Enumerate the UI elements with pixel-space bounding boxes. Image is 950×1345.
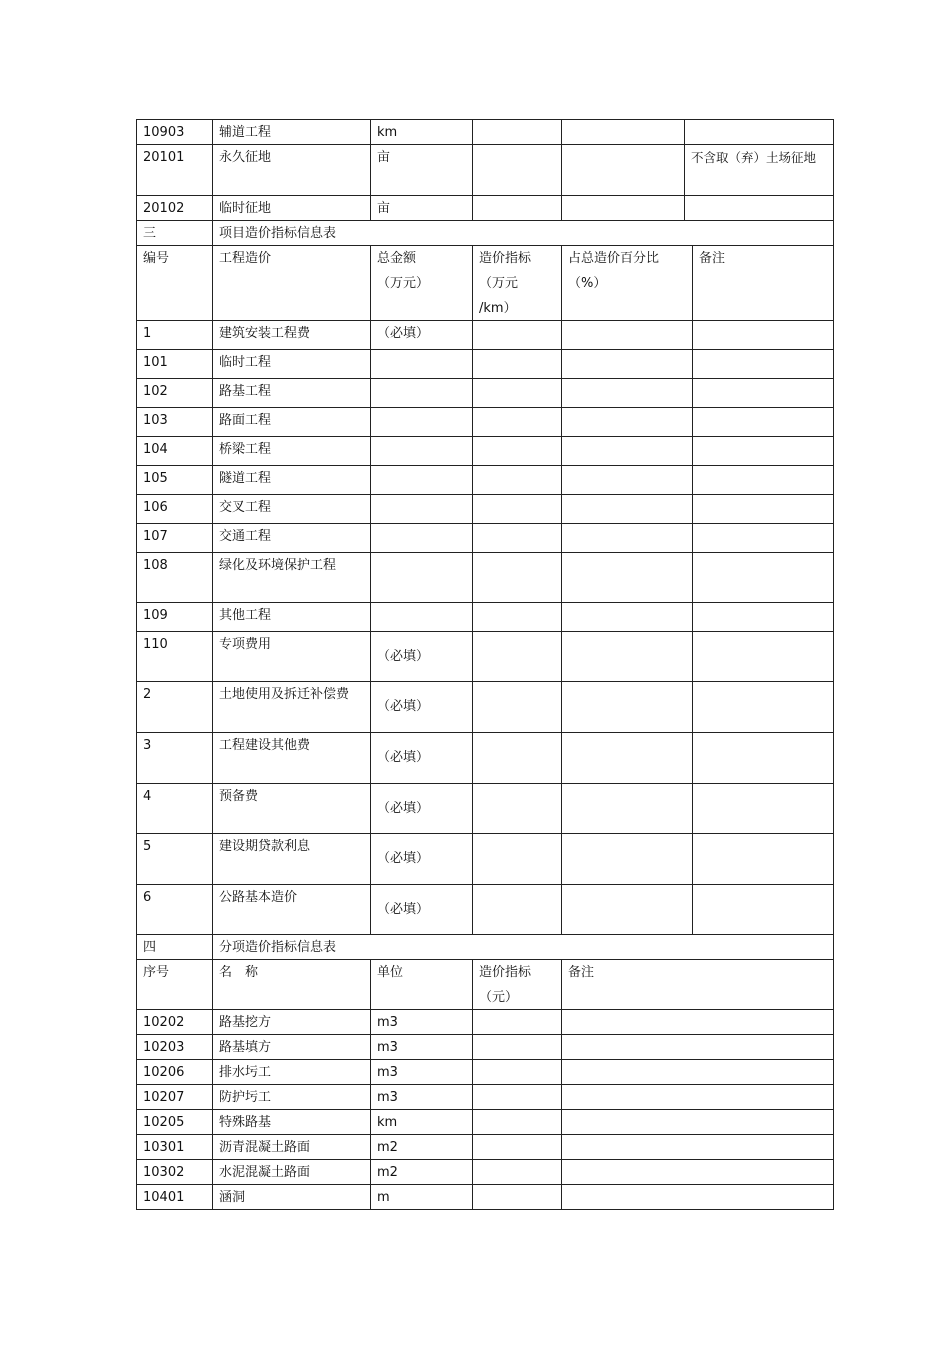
- table-row: [136, 195, 833, 221]
- cell-index: [472, 1084, 562, 1110]
- cell-index: [472, 349, 562, 379]
- cell-name-text: 临时征地: [219, 201, 272, 216]
- cell-code: [136, 349, 213, 379]
- cell-code: [136, 523, 213, 553]
- cell-name-text: 涵洞: [219, 1190, 246, 1205]
- table-header-row: [136, 245, 833, 321]
- section-number-text: 四: [143, 940, 157, 955]
- cell-code-text: 109: [143, 608, 168, 623]
- cell-code: [136, 320, 213, 350]
- section-title-row: [136, 934, 833, 960]
- cell-total: [370, 884, 473, 935]
- cell-code-text: 10205: [143, 1115, 185, 1130]
- cell-unit: [370, 195, 473, 221]
- cell-unit: [370, 1059, 473, 1085]
- cell-name: [212, 119, 371, 145]
- cell-code: [136, 1034, 213, 1060]
- cell-code-text: 6: [143, 890, 152, 905]
- cell-name-text: 其他工程: [219, 608, 272, 623]
- section-title-row: [136, 220, 833, 246]
- header-index: [472, 245, 562, 321]
- cell-code-text: 110: [143, 637, 168, 652]
- cell-name: [212, 1034, 371, 1060]
- cell-name: [212, 494, 371, 524]
- cell-index: [472, 436, 562, 466]
- section-3-title-row: [136, 220, 833, 246]
- cell-index: [472, 465, 562, 495]
- cell-unit: [370, 119, 473, 145]
- cell-unit-text: km: [377, 125, 398, 140]
- cell-total-text: （必填）: [377, 800, 430, 816]
- cell-index: [472, 1059, 562, 1085]
- section-number-text: 三: [143, 226, 157, 241]
- cell-name: [212, 1109, 371, 1135]
- cell-percent: [561, 552, 693, 603]
- cell-total: [370, 602, 473, 632]
- cell-total: [370, 349, 473, 379]
- cell-code-text: 10207: [143, 1090, 185, 1105]
- cell-code: [136, 552, 213, 603]
- table-row: [136, 552, 833, 603]
- cell-note: [692, 349, 834, 379]
- cell-name-text: 水泥混凝土路面: [219, 1165, 311, 1180]
- header-percent: [561, 245, 693, 321]
- cell-name: [212, 783, 371, 834]
- cell-total-text: （必填）: [377, 851, 430, 866]
- cell-index: [472, 523, 562, 553]
- cell-total-text: （必填）: [377, 699, 430, 714]
- cell-unit: [370, 1159, 473, 1185]
- cell-code: [136, 465, 213, 495]
- header-total-text: 总金额 （万元）: [377, 251, 430, 291]
- cell-name-text: 专项费用: [219, 637, 272, 652]
- cell-unit-text: m3: [377, 1065, 398, 1080]
- cell-note-text: 不含取（弃）土场征地: [691, 150, 817, 165]
- cell-name-text: 沥青混凝土路面: [219, 1140, 311, 1155]
- cell-unit: [370, 1109, 473, 1135]
- cell-name-text: 路基填方: [219, 1040, 272, 1055]
- cell-name: [212, 681, 371, 733]
- cell-total: [370, 523, 473, 553]
- header-percent-text: 占总造价百分比 （%）: [568, 251, 660, 291]
- cell-name: [212, 465, 371, 495]
- cell-name-text: 交叉工程: [219, 500, 272, 515]
- cell-unit-text: m3: [377, 1090, 398, 1105]
- cell-unit-text: 亩: [377, 150, 391, 165]
- cell-code-text: 102: [143, 384, 168, 399]
- section-number: [136, 220, 213, 246]
- cell-index: [472, 407, 562, 437]
- header-unit-text: 单位: [377, 965, 404, 980]
- cell-name: [212, 144, 371, 196]
- cell-c4: [472, 144, 562, 196]
- cell-c5: [561, 144, 685, 196]
- cell-code-text: 10206: [143, 1065, 185, 1080]
- cell-c4: [472, 119, 562, 145]
- cell-code-text: 3: [143, 738, 152, 753]
- section-title-text: 分项造价指标信息表: [219, 940, 337, 955]
- cell-code: [136, 144, 213, 196]
- cell-total-text: （必填）: [377, 326, 430, 341]
- table-row: [136, 732, 833, 784]
- cell-percent: [561, 631, 693, 682]
- cell-name-text: 隧道工程: [219, 471, 272, 486]
- cell-name: [212, 1159, 371, 1185]
- cell-code-text: 101: [143, 355, 168, 370]
- cell-code: [136, 833, 213, 885]
- cell-index: [472, 602, 562, 632]
- cell-code: [136, 783, 213, 834]
- cell-unit-text: m3: [377, 1015, 398, 1030]
- cell-c4: [472, 195, 562, 221]
- cell-name-text: 公路基本造价: [219, 890, 298, 905]
- cell-percent: [561, 884, 693, 935]
- section-title: [212, 934, 834, 960]
- cell-note: [692, 884, 834, 935]
- table-row: [136, 494, 833, 524]
- cell-name-text: 辅道工程: [219, 125, 272, 140]
- cell-code-text: 20102: [143, 201, 185, 216]
- cell-percent: [561, 407, 693, 437]
- header-unit: [370, 959, 473, 1010]
- cell-name: [212, 378, 371, 408]
- cell-code: [136, 1059, 213, 1085]
- cell-note: [692, 378, 834, 408]
- cell-percent: [561, 732, 693, 784]
- cell-note: [561, 1034, 834, 1060]
- cell-unit: [370, 1009, 473, 1035]
- cell-unit-text: m2: [377, 1140, 398, 1155]
- cell-total-text: （必填）: [377, 901, 430, 917]
- table-row: [136, 1009, 833, 1035]
- cell-note: [561, 1009, 834, 1035]
- header-name-text: 名 称: [219, 965, 259, 980]
- table-row: [136, 1109, 833, 1135]
- cell-note: [692, 833, 834, 885]
- cell-code-text: 10202: [143, 1015, 185, 1030]
- cell-note: [684, 119, 834, 145]
- cell-total: [370, 465, 473, 495]
- cell-index: [472, 378, 562, 408]
- cell-name-text: 绿化及环境保护工程: [219, 558, 337, 573]
- cell-name-text: 路面工程: [219, 413, 272, 428]
- table-row: [136, 1084, 833, 1110]
- table-row: [136, 523, 833, 553]
- cell-name: [212, 195, 371, 221]
- cell-code: [136, 1109, 213, 1135]
- cell-code: [136, 631, 213, 682]
- table-row: [136, 436, 833, 466]
- cell-index: [472, 631, 562, 682]
- cell-name: [212, 523, 371, 553]
- header-code-text: 编号: [143, 251, 170, 266]
- cell-total: [370, 407, 473, 437]
- cell-name-text: 路基工程: [219, 384, 272, 399]
- header-name-text: 工程造价: [219, 251, 272, 266]
- cell-name: [212, 833, 371, 885]
- cell-note: [692, 320, 834, 350]
- cell-index: [472, 884, 562, 935]
- cell-name-text: 防护圬工: [219, 1090, 272, 1105]
- header-total: [370, 245, 473, 321]
- cell-name-text: 土地使用及拆迁补偿费: [219, 687, 350, 702]
- header-note-text: 备注: [568, 965, 595, 980]
- cell-note: [692, 465, 834, 495]
- cell-note: [561, 1134, 834, 1160]
- cell-code: [136, 1084, 213, 1110]
- cell-code: [136, 732, 213, 784]
- section-title-text: 项目造价指标信息表: [219, 226, 337, 241]
- cell-code-text: 2: [143, 687, 152, 702]
- cell-code: [136, 1159, 213, 1185]
- table-row: [136, 884, 833, 935]
- cell-code-text: 107: [143, 529, 168, 544]
- cell-code-text: 108: [143, 558, 168, 573]
- cell-note: [692, 732, 834, 784]
- cell-note: [692, 436, 834, 466]
- cell-name-text: 建筑安装工程费: [219, 326, 311, 341]
- table-row: [136, 1159, 833, 1185]
- table-row: [136, 1134, 833, 1160]
- cell-index: [472, 833, 562, 885]
- cell-code-text: 10203: [143, 1040, 185, 1055]
- cell-code-text: 10301: [143, 1140, 185, 1155]
- header-name: [212, 959, 371, 1010]
- cell-total: [370, 494, 473, 524]
- cell-name-text: 桥梁工程: [219, 442, 272, 457]
- cell-code: [136, 195, 213, 221]
- cell-note: [561, 1159, 834, 1185]
- cell-code: [136, 1134, 213, 1160]
- cell-unit-text: 亩: [377, 201, 391, 216]
- table-row: [136, 144, 833, 196]
- table-row: [136, 378, 833, 408]
- cell-unit: [370, 1134, 473, 1160]
- cell-index: [472, 681, 562, 733]
- table-row: [136, 465, 833, 495]
- cell-name: [212, 732, 371, 784]
- cell-index: [472, 732, 562, 784]
- cell-note: [684, 195, 834, 221]
- cell-name: [212, 320, 371, 350]
- section-title: [212, 220, 834, 246]
- cell-unit: [370, 144, 473, 196]
- header-seq-text: 序号: [143, 965, 170, 980]
- cell-code: [136, 119, 213, 145]
- cell-name-text: 特殊路基: [219, 1115, 272, 1130]
- cell-name: [212, 1009, 371, 1035]
- cell-total-text: （必填）: [377, 750, 430, 765]
- cell-unit-text: m3: [377, 1040, 398, 1055]
- cell-total: [370, 681, 473, 733]
- cell-index: [472, 1034, 562, 1060]
- cell-code-text: 5: [143, 839, 152, 854]
- cell-percent: [561, 436, 693, 466]
- cell-code: [136, 884, 213, 935]
- cell-index: [472, 1184, 562, 1210]
- cell-unit: [370, 1034, 473, 1060]
- cell-code: [136, 436, 213, 466]
- cell-unit: [370, 1084, 473, 1110]
- cell-total: [370, 783, 473, 834]
- cell-unit: [370, 1184, 473, 1210]
- cell-name: [212, 436, 371, 466]
- cell-name-text: 预备费: [219, 789, 259, 804]
- cell-index: [472, 783, 562, 834]
- cell-code: [136, 681, 213, 733]
- cell-percent: [561, 378, 693, 408]
- cell-unit-text: m2: [377, 1165, 398, 1180]
- cell-note: [561, 1059, 834, 1085]
- cell-total: [370, 378, 473, 408]
- cell-note: [692, 681, 834, 733]
- table-row: [136, 119, 833, 145]
- cell-name: [212, 349, 371, 379]
- cell-code-text: 10302: [143, 1165, 185, 1180]
- cell-index: [472, 1009, 562, 1035]
- cell-note: [692, 494, 834, 524]
- header-note: [692, 245, 834, 321]
- cell-note: [692, 552, 834, 603]
- cell-total: [370, 436, 473, 466]
- cell-total: [370, 320, 473, 350]
- cell-note: [561, 1109, 834, 1135]
- cell-note: [684, 144, 834, 196]
- cell-code-text: 10903: [143, 125, 185, 140]
- cell-name-text: 排水圬工: [219, 1065, 272, 1080]
- cell-name-text: 建设期贷款利息: [219, 839, 311, 854]
- cell-code-text: 103: [143, 413, 168, 428]
- table-row: [136, 833, 833, 885]
- cell-note: [561, 1184, 834, 1210]
- cell-note: [692, 783, 834, 834]
- cell-percent: [561, 602, 693, 632]
- cell-code: [136, 407, 213, 437]
- section-number: [136, 934, 213, 960]
- cell-index: [472, 320, 562, 350]
- section-4-title-row: [136, 934, 833, 960]
- cell-code-text: 4: [143, 789, 152, 804]
- cell-percent: [561, 523, 693, 553]
- cell-code: [136, 1009, 213, 1035]
- cell-index: [472, 552, 562, 603]
- cell-unit-text: km: [377, 1115, 398, 1130]
- cell-percent: [561, 783, 693, 834]
- item-cost-index-table: [136, 959, 833, 1210]
- cell-name-text: 路基挖方: [219, 1015, 272, 1030]
- cell-index: [472, 494, 562, 524]
- cell-code-text: 10401: [143, 1190, 185, 1205]
- cell-name: [212, 884, 371, 935]
- table-row: [136, 631, 833, 682]
- project-cost-index-table: [136, 245, 833, 935]
- cell-name: [212, 631, 371, 682]
- cell-percent: [561, 349, 693, 379]
- cell-index: [472, 1159, 562, 1185]
- header-note-text: 备注: [699, 251, 726, 266]
- cell-name: [212, 552, 371, 603]
- cell-name: [212, 1084, 371, 1110]
- table-row: [136, 681, 833, 733]
- table-row: [136, 320, 833, 350]
- cell-name: [212, 407, 371, 437]
- cell-c5: [561, 119, 685, 145]
- cell-name-text: 永久征地: [219, 150, 272, 165]
- cell-total: [370, 833, 473, 885]
- cell-name: [212, 1059, 371, 1085]
- cell-code: [136, 494, 213, 524]
- cell-note: [692, 407, 834, 437]
- table-header-row: [136, 959, 833, 1010]
- cell-code-text: 20101: [143, 150, 185, 165]
- cell-total: [370, 552, 473, 603]
- table-row: [136, 1059, 833, 1085]
- cell-code-text: 105: [143, 471, 168, 486]
- table-row: [136, 602, 833, 632]
- cell-code: [136, 378, 213, 408]
- cell-code: [136, 1184, 213, 1210]
- cell-total: [370, 732, 473, 784]
- cell-percent: [561, 494, 693, 524]
- cell-note: [692, 631, 834, 682]
- header-index-text: 造价指标 （万元 /km）: [479, 251, 532, 316]
- cell-name-text: 交通工程: [219, 529, 272, 544]
- table-row: [136, 1184, 833, 1210]
- cell-total: [370, 631, 473, 682]
- table-row: [136, 407, 833, 437]
- cell-percent: [561, 833, 693, 885]
- cell-code: [136, 602, 213, 632]
- cell-percent: [561, 320, 693, 350]
- cell-index: [472, 1109, 562, 1135]
- cell-name-text: 临时工程: [219, 355, 272, 370]
- header-note: [561, 959, 834, 1010]
- cell-code-text: 106: [143, 500, 168, 515]
- cell-name: [212, 1134, 371, 1160]
- cell-note: [692, 602, 834, 632]
- cell-c5: [561, 195, 685, 221]
- cell-code-text: 104: [143, 442, 168, 457]
- header-name: [212, 245, 371, 321]
- cell-note: [561, 1084, 834, 1110]
- cell-percent: [561, 465, 693, 495]
- cell-total-text: （必填）: [377, 648, 430, 664]
- cell-name: [212, 1184, 371, 1210]
- cell-name-text: 工程建设其他费: [219, 738, 311, 753]
- table-row: [136, 783, 833, 834]
- header-seq: [136, 959, 213, 1010]
- header-index-text: 造价指标 （元）: [479, 965, 532, 1005]
- table-row: [136, 1034, 833, 1060]
- cell-index: [472, 1134, 562, 1160]
- header-index: [472, 959, 562, 1010]
- table-row: [136, 349, 833, 379]
- cell-name: [212, 602, 371, 632]
- cell-note: [692, 523, 834, 553]
- header-code: [136, 245, 213, 321]
- cell-unit-text: m: [377, 1190, 390, 1205]
- cell-percent: [561, 681, 693, 733]
- cost-index-sheet: [136, 119, 833, 1210]
- land-items-table: [136, 119, 833, 221]
- cell-code-text: 1: [143, 326, 152, 341]
